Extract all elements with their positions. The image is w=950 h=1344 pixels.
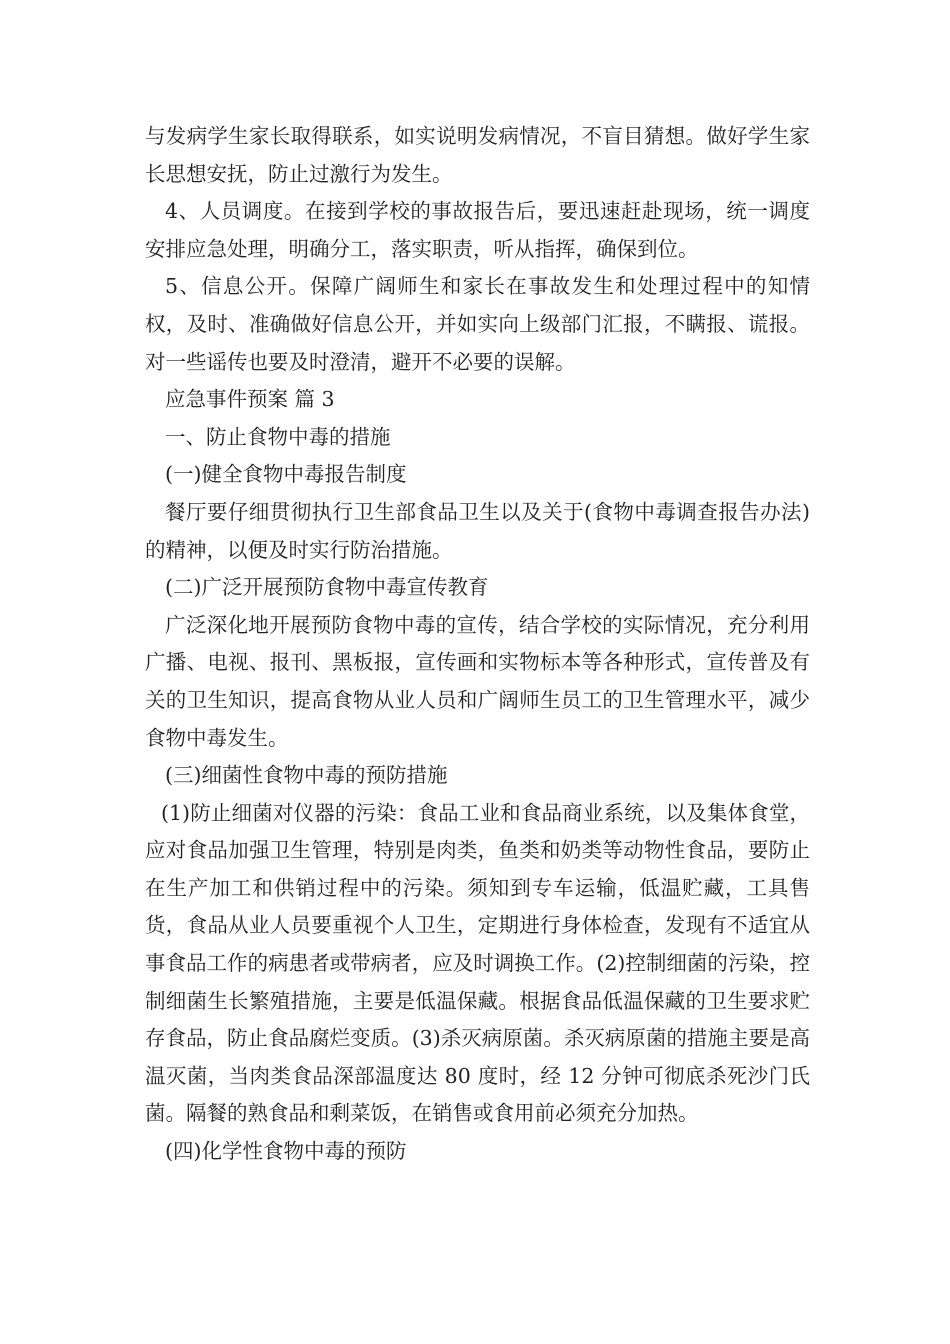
heading-education: (二)广泛开展预防食物中毒宣传教育 — [165, 575, 489, 600]
heading-reporting-system: (一)健全食物中毒报告制度 — [165, 462, 407, 487]
heading-chemical-prevention: (四)化学性食物中毒的预防 — [165, 1139, 407, 1164]
heading-bacterial-prevention: (三)细菌性食物中毒的预防措施 — [165, 763, 448, 788]
paragraph-contact-parents: 与发病学生家长取得联系，如实说明发病情况，不盲目猜想。做好学生家长思想安抚，防止过激行为发生。 — [145, 124, 810, 186]
paragraph-bacterial-prevention: (1)防止细菌对仪器的污染：食品工业和食品商业系统，以及集体食堂，应对食品加强卫生管理，特别是肉类，鱼类和奶类等动物性食品，要防止在生产加工和供销过程中的污染。须知到专车运输，低温贮藏，工具售货，食品从业人员要重视个人卫生，定期进行身体检查，发现有不适宜从事食品工作的病患者或带病者，应及时调换工作。(2)控制细菌的污染，控制细菌生长繁殖措施，主要是低温保藏。根据食品低温保藏的卫生要求贮存食品，防止食品腐烂变质。(3)杀灭病原菌。杀灭病原菌的措施主要是高温灭菌，当肉类食品深部温度达 80 度时，经 12 分钟可彻底杀死沙门氏菌。隔餐的熟食品和剩菜饭，在销售或食用前必须充分加热。 — [145, 800, 810, 1126]
paragraph-education: 广泛深化地开展预防食物中毒的宣传，结合学校的实际情况，充分利用广播、电视、报刊、黑板报，宣传画和实物标本等各种形式，宣传普及有关的卫生知识，提高食物从业人员和广阔师生员工的卫生管理水平，减少食物中毒发生。 — [145, 612, 810, 750]
paragraph-staff-dispatch: 4、人员调度。在接到学校的事故报告后，要迅速赶赴现场，统一调度安排应急处理，明确分工，落实职责，听从指挥，确保到位。 — [145, 199, 810, 261]
paragraph-reporting-system: 餐厅要仔细贯彻执行卫生部食品卫生以及关于(食物中毒调查报告办法)的精神，以便及时实行防治措施。 — [145, 499, 810, 562]
paragraph-info-disclosure: 5、信息公开。保障广阔师生和家长在事故发生和处理过程中的知情权，及时、准确做好信息公开，并如实向上级部门汇报，不瞒报、谎报。对一些谣传也要及时澄清，避开不必要的误解。 — [145, 274, 810, 374]
section-title: 应急事件预案 篇 3 — [165, 387, 335, 412]
heading-prevention-measures: 一、防止食物中毒的措施 — [165, 424, 391, 449]
document-body — [145, 118, 810, 1171]
